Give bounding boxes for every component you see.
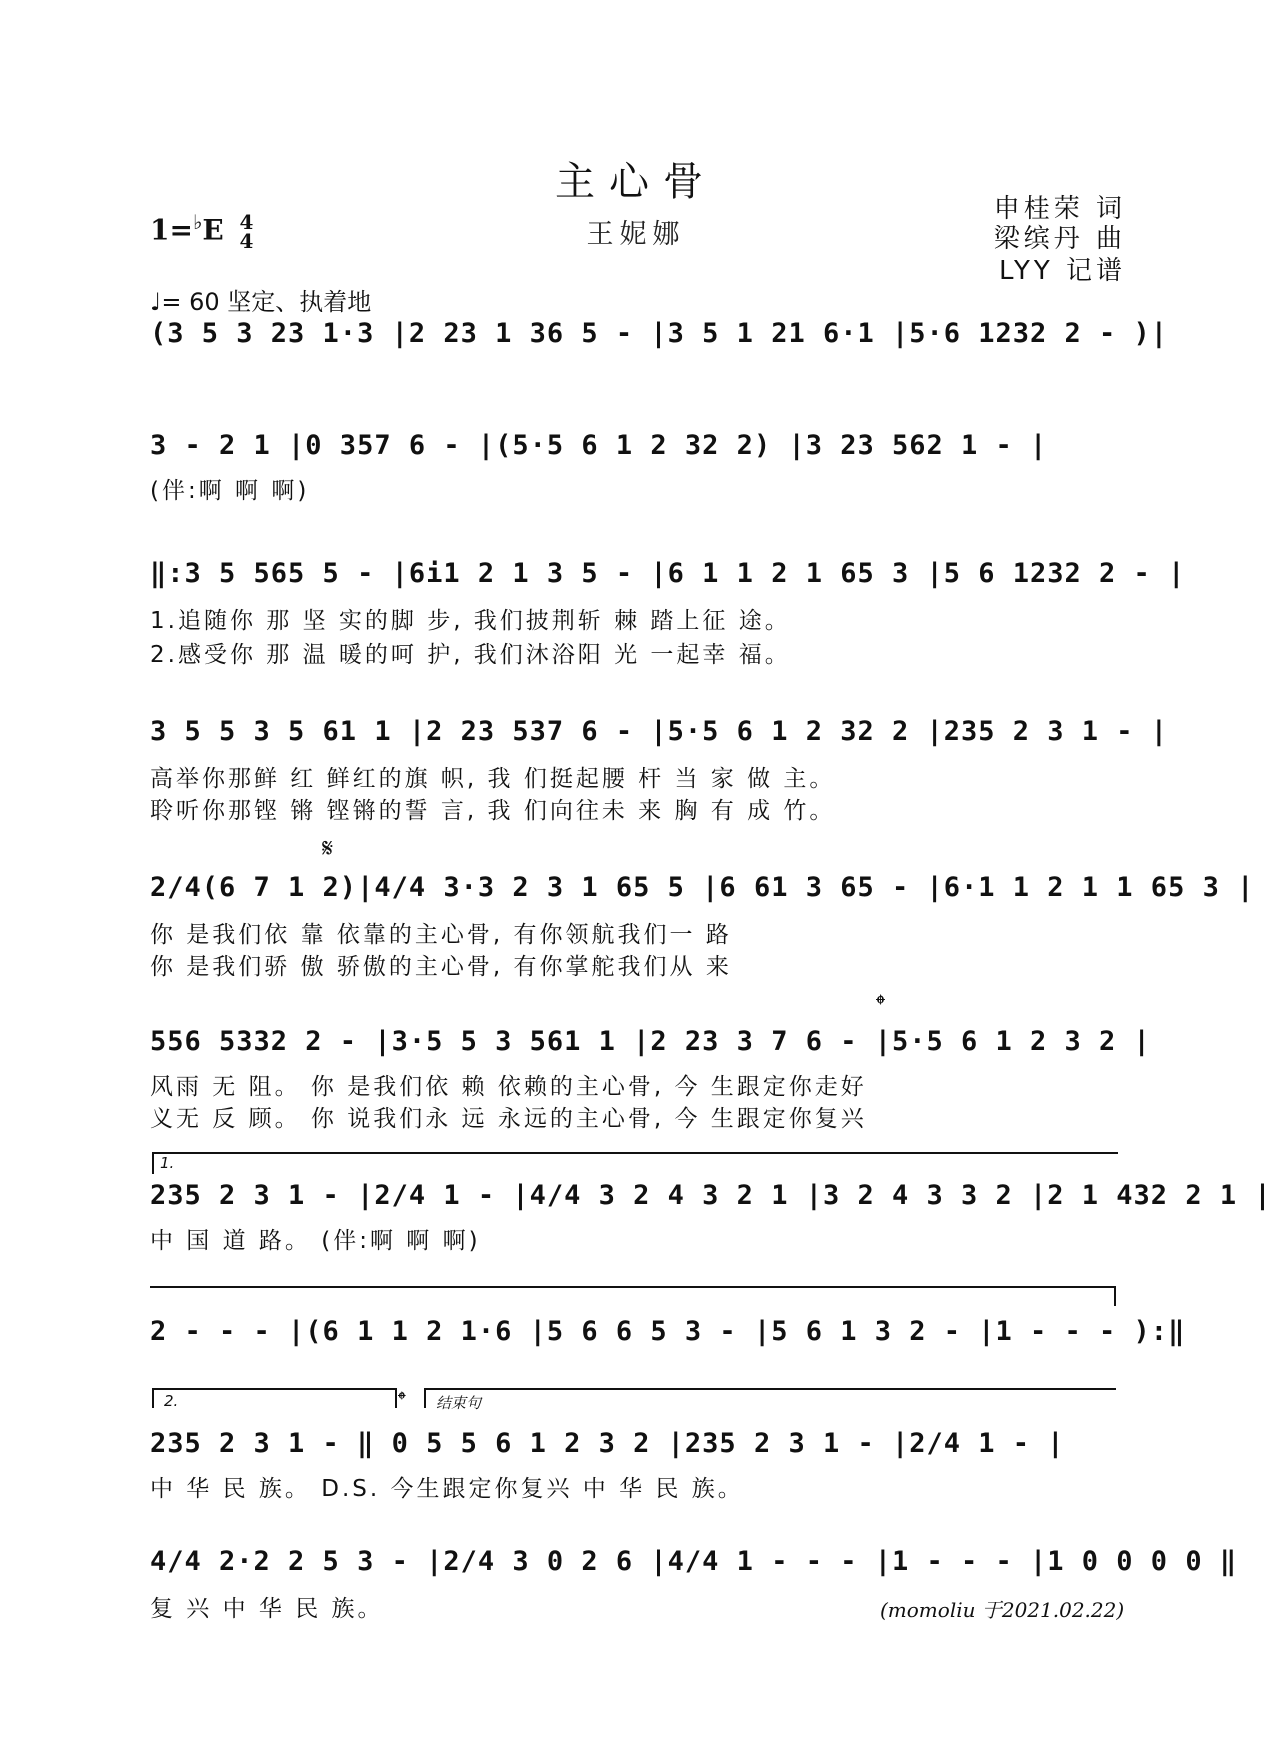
volta-1-label: 1. — [160, 1154, 175, 1172]
time-signature-bottom: 4 — [239, 228, 254, 253]
volta-1-bracket — [152, 1152, 1118, 1154]
score-system-7: 235 2 3 1 - |2/4 1 - |4/4 3 2 4 3 2 1 |3 2 4 3 3 2 |2 1 432 2 1 | — [150, 1180, 1272, 1211]
score-system-3: ‖:3 5 565 5 - |6i1 2 1 3 5 - |6 1 1 2 1 65 3 |5 6 1232 2 - | — [150, 558, 1186, 589]
time-signature — [239, 209, 254, 253]
ending-label: 结束句 — [436, 1394, 482, 1412]
lyricist-credit: 申桂荣 词 — [993, 194, 1126, 224]
lyric-line-6-1: 风雨 无 阻。 你 是我们依 赖 依赖的主心骨, 今 生跟定你走好 — [150, 1074, 867, 1100]
coda-icon: 𝄌 — [876, 990, 885, 1020]
lyric-line-7-1: 中 国 道 路。 (伴:啊 啊 啊) — [150, 1228, 481, 1254]
ending-bracket — [424, 1388, 1116, 1390]
score-system-1: (3 5 3 23 1·3 |2 23 1 36 5 - |3 5 1 21 6·1 |5·6 1232 2 - )| — [150, 318, 1169, 349]
lyric-line-3-2: 2.感受你 那 温 暖的呵 护, 我们沐浴阳 光 一起幸 福。 — [150, 642, 791, 668]
volta-2-bracket-start — [152, 1388, 154, 1408]
lyric-line-3-1: 1.追随你 那 坚 实的脚 步, 我们披荆斩 棘 踏上征 途。 — [150, 608, 791, 634]
flat-icon: ♭ — [192, 210, 203, 234]
key-letter: E — [202, 213, 224, 247]
lyric-line-6-2: 义无 反 顾。 你 说我们永 远 永远的主心骨, 今 生跟定你复兴 — [150, 1106, 867, 1132]
score-system-10: 4/4 2·2 2 5 3 - |2/4 3 0 2 6 |4/4 1 - - - |1 - - - |1 0 0 0 0 ‖ — [150, 1546, 1238, 1577]
transcription-footer: (momoliu 于2021.02.22) — [880, 1598, 1125, 1622]
tempo-marking — [150, 282, 371, 317]
score-system-2: 3 - 2 1 |0 357 6 - |(5·5 6 1 2 32 2) |3 23 562 1 - | — [150, 430, 1048, 461]
volta-1-continuation — [150, 1286, 1116, 1288]
lyric-line-4-1: 高举你那鲜 红 鲜红的旗 帜, 我 们挺起腰 杆 当 家 做 主。 — [150, 766, 836, 792]
score-system-4: 3 5 5 3 5 61 1 |2 23 537 6 - |5·5 6 1 2 32 2 |235 2 3 1 - | — [150, 716, 1169, 747]
lyric-line-5-2: 你 是我们骄 傲 骄傲的主心骨, 有你掌舵我们从 来 — [150, 954, 732, 980]
lyric-line-5-1: 你 是我们依 靠 依靠的主心骨, 有你领航我们一 路 — [150, 922, 732, 948]
lyric-line-2-1: (伴:啊 啊 啊) — [150, 478, 310, 504]
volta-2-label: 2. — [164, 1392, 179, 1410]
song-title: 主心骨 — [555, 159, 717, 205]
score-system-5: 2/4(6 7 1 2)|4/4 3·3 2 3 1 65 5 |6 61 3 65 - |6·1 1 2 1 1 65 3 | — [150, 872, 1255, 903]
quarter-note-icon: ♩ — [150, 288, 162, 316]
volta-1-bracket-end — [152, 1152, 154, 1174]
segno-icon: 𝄋 — [322, 834, 334, 864]
composer-credit: 梁缤丹 曲 — [993, 224, 1126, 254]
transcriber-credit: LYY 记谱 — [998, 256, 1126, 286]
volta-2-bracket-end — [395, 1388, 397, 1408]
key-prefix: 1= — [150, 213, 193, 247]
time-signature-top: 4 — [239, 209, 254, 234]
singer-name: 王妮娜 — [586, 219, 686, 250]
ending-bracket-start — [424, 1388, 426, 1408]
lyric-line-9-1: 中 华 民 族。 D.S. 今生跟定你复兴 中 华 民 族。 — [150, 1476, 744, 1502]
score-system-8: 2 - - - |(6 1 1 2 1·6 |5 6 6 5 3 - |5 6 1 3 2 - |1 - - - ):‖ — [150, 1316, 1186, 1347]
score-system-6: 556 5332 2 - |3·5 5 3 561 1 |2 23 3 7 6 - |5·5 6 1 2 3 2 | — [150, 1026, 1151, 1057]
lyric-line-4-2: 聆听你那铿 锵 铿锵的誓 言, 我 们向往未 来 胸 有 成 竹。 — [150, 798, 836, 824]
volta-1-continuation-end — [1114, 1286, 1116, 1306]
key-signature — [150, 210, 253, 251]
volta-2-bracket — [152, 1388, 397, 1390]
lyric-line-10-1: 复 兴 中 华 民 族。 — [150, 1596, 384, 1622]
score-system-9: 235 2 3 1 - ‖ 0 5 5 6 1 2 3 2 |235 2 3 1 - |2/4 1 - | — [150, 1428, 1065, 1459]
coda-icon-ending: 𝄌 — [398, 1388, 406, 1413]
tempo-text: = 60 坚定、执着地 — [161, 288, 372, 316]
